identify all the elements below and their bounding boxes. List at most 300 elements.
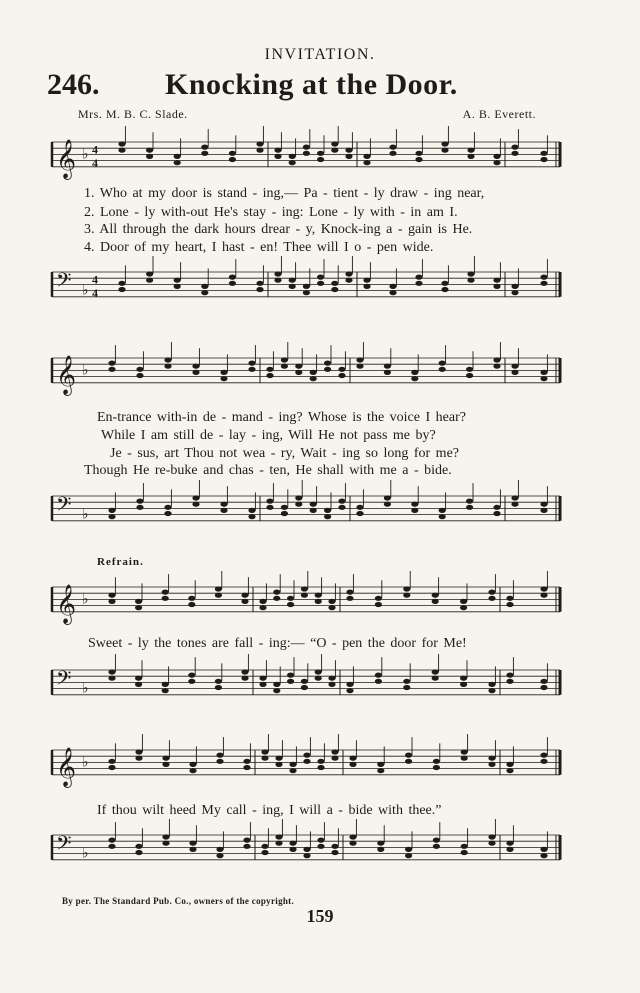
note-head	[136, 373, 143, 378]
note-head	[345, 271, 352, 276]
note-head	[432, 676, 439, 681]
note-head	[331, 756, 338, 761]
note-head	[162, 682, 169, 687]
note-head	[301, 685, 308, 690]
note-head	[405, 759, 412, 764]
lyric-line: Je - sus, art Thou not wea - ry, Wait - ing so long for me?	[110, 446, 459, 461]
note-head	[162, 762, 169, 767]
note-head	[301, 593, 308, 598]
note-head	[289, 284, 296, 289]
note-head	[346, 596, 353, 601]
note-head	[488, 682, 495, 687]
note-head	[439, 508, 446, 513]
note-head	[273, 682, 280, 687]
note-head	[466, 373, 473, 378]
note-head	[162, 596, 169, 601]
note-head	[540, 275, 547, 280]
note-head	[345, 148, 352, 153]
note-head	[324, 361, 331, 366]
note-head	[506, 768, 513, 773]
note-head	[540, 753, 547, 758]
note-head	[488, 756, 495, 761]
note-head	[215, 685, 222, 690]
note-head	[540, 593, 547, 598]
note-head	[303, 753, 310, 758]
note-head	[540, 759, 547, 764]
note-head	[363, 284, 370, 289]
note-head	[441, 281, 448, 286]
note-head	[108, 676, 115, 681]
note-head	[540, 376, 547, 381]
lyric-line: 3. All through the dark hours drear - y, Knock-ing a - gain is He.	[84, 222, 473, 237]
note-head	[315, 676, 322, 681]
note-head	[189, 762, 196, 767]
note-head	[201, 284, 208, 289]
bass-clef-icon: 𝄢	[56, 494, 72, 521]
note-head	[281, 357, 288, 362]
note-head	[511, 502, 518, 507]
note-head	[108, 838, 115, 843]
note-head	[259, 676, 266, 681]
note-head	[108, 765, 115, 770]
note-head	[540, 847, 547, 852]
note-head	[415, 275, 422, 280]
note-head	[441, 287, 448, 292]
note-head	[317, 281, 324, 286]
note-head	[540, 151, 547, 156]
note-head	[256, 287, 263, 292]
note-head	[266, 373, 273, 378]
note-head	[338, 505, 345, 510]
note-head	[403, 586, 410, 591]
treble-clef-icon: 𝄞	[56, 585, 77, 623]
note-head	[493, 284, 500, 289]
note-head	[248, 508, 255, 513]
flat-sign-icon: ♭	[82, 846, 89, 862]
note-head	[331, 844, 338, 849]
note-head	[506, 762, 513, 767]
note-head	[146, 154, 153, 159]
note-head	[540, 281, 547, 286]
note-head	[415, 281, 422, 286]
bass-clef-icon: 𝄢	[56, 270, 72, 297]
note-head	[511, 151, 518, 156]
note-head	[460, 599, 467, 604]
flat-sign-icon: ♭	[82, 755, 89, 771]
note-head	[506, 679, 513, 684]
note-head	[405, 753, 412, 758]
note-head	[188, 596, 195, 601]
note-head	[506, 847, 513, 852]
note-head	[295, 364, 302, 369]
note-head	[389, 284, 396, 289]
time-signature: 4	[92, 272, 98, 287]
note-head	[488, 762, 495, 767]
note-head	[301, 679, 308, 684]
note-head	[174, 284, 181, 289]
note-head	[295, 495, 302, 500]
note-head	[488, 688, 495, 693]
composer-credit: A. B. Everett.	[462, 107, 536, 121]
flat-sign-icon: ♭	[82, 507, 89, 523]
note-head	[146, 271, 153, 276]
note-head	[310, 376, 317, 381]
note-head	[273, 688, 280, 693]
note-head	[216, 847, 223, 852]
note-head	[493, 160, 500, 165]
note-head	[229, 157, 236, 162]
note-head	[466, 505, 473, 510]
note-head	[315, 669, 322, 674]
note-head	[331, 749, 338, 754]
note-head	[243, 838, 250, 843]
note-head	[108, 599, 115, 604]
time-signature: 4	[92, 142, 98, 157]
note-head	[460, 605, 467, 610]
note-head	[439, 361, 446, 366]
note-head	[461, 749, 468, 754]
note-head	[384, 370, 391, 375]
note-head	[363, 154, 370, 159]
note-head	[331, 281, 338, 286]
note-head	[405, 853, 412, 858]
note-head	[317, 759, 324, 764]
lyric-line: 4. Door of my heart, I hast - en! Thee will I o - pen wide.	[84, 240, 434, 255]
note-head	[274, 271, 281, 276]
note-head	[220, 370, 227, 375]
note-head	[317, 844, 324, 849]
note-head	[188, 602, 195, 607]
note-head	[377, 847, 384, 852]
note-head	[135, 850, 142, 855]
note-head	[135, 749, 142, 754]
note-head	[375, 602, 382, 607]
treble-clef-icon: 𝄞	[56, 356, 77, 394]
note-head	[289, 841, 296, 846]
note-head	[338, 499, 345, 504]
note-head	[108, 361, 115, 366]
note-head	[261, 749, 268, 754]
treble-clef-icon: 𝄞	[56, 748, 77, 786]
note-head	[461, 850, 468, 855]
note-head	[289, 768, 296, 773]
note-head	[303, 847, 310, 852]
note-head	[432, 593, 439, 598]
note-head	[432, 669, 439, 674]
note-head	[331, 850, 338, 855]
note-head	[488, 834, 495, 839]
note-head	[433, 838, 440, 843]
note-head	[467, 271, 474, 276]
note-head	[377, 762, 384, 767]
note-head	[511, 364, 518, 369]
note-head	[136, 367, 143, 372]
note-head	[363, 160, 370, 165]
note-head	[174, 154, 181, 159]
note-head	[345, 278, 352, 283]
note-head	[164, 357, 171, 362]
note-head	[461, 756, 468, 761]
note-head	[136, 499, 143, 504]
note-head	[411, 376, 418, 381]
note-head	[511, 370, 518, 375]
note-head	[229, 281, 236, 286]
note-head	[493, 505, 500, 510]
note-head	[135, 844, 142, 849]
note-head	[281, 364, 288, 369]
note-head	[303, 853, 310, 858]
note-head	[135, 599, 142, 604]
note-head	[162, 841, 169, 846]
note-head	[488, 590, 495, 595]
note-head	[384, 495, 391, 500]
note-head	[511, 145, 518, 150]
note-head	[162, 834, 169, 839]
note-head	[135, 756, 142, 761]
note-head	[540, 508, 547, 513]
note-head	[215, 679, 222, 684]
note-head	[241, 669, 248, 674]
note-head	[439, 367, 446, 372]
note-head	[146, 278, 153, 283]
lyric-line: 1. Who at my door is stand - ing,— Pa - tient - ly draw - ing near,	[84, 186, 485, 201]
note-head	[303, 151, 310, 156]
note-head	[345, 154, 352, 159]
note-head	[188, 679, 195, 684]
note-head	[540, 586, 547, 591]
refrain-lyric-line: Sweet - ly the tones are fall - ing:— “O - pen the door for Me!	[88, 636, 467, 651]
note-head	[281, 511, 288, 516]
note-head	[493, 278, 500, 283]
note-head	[135, 676, 142, 681]
note-head	[135, 682, 142, 687]
note-head	[506, 673, 513, 678]
flat-sign-icon: ♭	[82, 681, 89, 697]
section-label: INVITATION.	[264, 46, 376, 63]
note-head	[324, 367, 331, 372]
note-head	[540, 157, 547, 162]
note-head	[324, 508, 331, 513]
note-head	[201, 145, 208, 150]
note-head	[118, 141, 125, 146]
note-head	[411, 370, 418, 375]
note-head	[192, 370, 199, 375]
note-head	[215, 586, 222, 591]
note-head	[349, 756, 356, 761]
note-head	[164, 364, 171, 369]
note-head	[540, 685, 547, 690]
lyric-line: While I am still de - lay - ing, Will He not pass me by?	[101, 428, 436, 443]
note-head	[275, 834, 282, 839]
note-head	[467, 154, 474, 159]
note-head	[467, 278, 474, 283]
note-head	[324, 514, 331, 519]
note-head	[287, 673, 294, 678]
refrain-label: Refrain.	[97, 556, 144, 568]
note-head	[338, 367, 345, 372]
note-head	[405, 847, 412, 852]
time-signature: 4	[92, 285, 98, 300]
note-head	[118, 281, 125, 286]
note-head	[310, 502, 317, 507]
note-head	[108, 759, 115, 764]
note-head	[328, 676, 335, 681]
note-head	[164, 511, 171, 516]
note-head	[174, 278, 181, 283]
flat-sign-icon: ♭	[82, 363, 89, 379]
note-head	[289, 154, 296, 159]
treble-clef-icon: 𝄞	[56, 140, 77, 178]
note-head	[273, 596, 280, 601]
note-head	[108, 514, 115, 519]
note-head	[108, 508, 115, 513]
note-head	[493, 364, 500, 369]
note-head	[241, 676, 248, 681]
note-head	[349, 841, 356, 846]
note-head	[317, 838, 324, 843]
note-head	[441, 148, 448, 153]
note-head	[274, 148, 281, 153]
note-head	[229, 275, 236, 280]
note-head	[315, 599, 322, 604]
note-head	[220, 502, 227, 507]
note-head	[363, 278, 370, 283]
note-head	[317, 765, 324, 770]
note-head	[220, 376, 227, 381]
hymn-title: Knocking at the Door.	[165, 68, 458, 101]
note-head	[488, 841, 495, 846]
note-head	[256, 281, 263, 286]
note-head	[261, 756, 268, 761]
note-head	[389, 145, 396, 150]
note-head	[215, 593, 222, 598]
note-head	[108, 367, 115, 372]
hymn-number: 246.	[47, 68, 100, 101]
note-head	[259, 599, 266, 604]
note-head	[136, 505, 143, 510]
note-head	[493, 154, 500, 159]
note-head	[493, 357, 500, 362]
note-head	[460, 682, 467, 687]
refrain-lyric-line: If thou wilt heed My call - ing, I will a - bide with thee.”	[97, 803, 442, 818]
note-head	[261, 850, 268, 855]
note-head	[346, 590, 353, 595]
bass-clef-icon: 𝄢	[56, 833, 72, 860]
note-head	[511, 290, 518, 295]
page-number: 159	[306, 906, 334, 926]
note-head	[289, 278, 296, 283]
note-head	[403, 685, 410, 690]
note-head	[273, 590, 280, 595]
note-head	[216, 753, 223, 758]
copyright-note: By per. The Standard Pub. Co., owners of the copyright.	[62, 896, 295, 906]
note-head	[411, 502, 418, 507]
note-head	[493, 511, 500, 516]
note-head	[289, 762, 296, 767]
note-head	[303, 290, 310, 295]
note-head	[174, 160, 181, 165]
note-head	[274, 154, 281, 159]
note-head	[261, 844, 268, 849]
note-head	[310, 508, 317, 513]
note-head	[328, 682, 335, 687]
note-head	[118, 287, 125, 292]
note-head	[511, 284, 518, 289]
note-head	[220, 508, 227, 513]
note-head	[415, 151, 422, 156]
note-head	[281, 505, 288, 510]
note-head	[540, 502, 547, 507]
note-head	[315, 593, 322, 598]
flat-sign-icon: ♭	[82, 283, 89, 299]
note-head	[216, 759, 223, 764]
note-head	[415, 157, 422, 162]
note-head	[287, 602, 294, 607]
note-head	[108, 669, 115, 674]
note-head	[192, 495, 199, 500]
note-head	[266, 505, 273, 510]
note-head	[511, 495, 518, 500]
note-head	[248, 361, 255, 366]
note-head	[540, 370, 547, 375]
note-head	[275, 762, 282, 767]
note-head	[259, 682, 266, 687]
note-head	[331, 287, 338, 292]
note-head	[162, 590, 169, 595]
note-head	[356, 511, 363, 516]
note-head	[356, 364, 363, 369]
note-head	[439, 514, 446, 519]
note-head	[248, 514, 255, 519]
note-head	[266, 499, 273, 504]
note-head	[243, 759, 250, 764]
time-signature: 4	[92, 155, 98, 170]
note-head	[289, 847, 296, 852]
note-head	[346, 688, 353, 693]
note-head	[201, 151, 208, 156]
note-head	[403, 593, 410, 598]
note-head	[411, 508, 418, 513]
note-head	[295, 502, 302, 507]
bass-clef-icon: 𝄢	[56, 668, 72, 695]
note-head	[287, 596, 294, 601]
note-head	[331, 148, 338, 153]
note-head	[338, 373, 345, 378]
note-head	[135, 605, 142, 610]
note-head	[349, 762, 356, 767]
note-head	[189, 841, 196, 846]
note-head	[192, 364, 199, 369]
note-head	[164, 505, 171, 510]
note-head	[389, 290, 396, 295]
note-head	[488, 596, 495, 601]
note-head	[256, 148, 263, 153]
note-head	[540, 679, 547, 684]
note-head	[301, 586, 308, 591]
note-head	[506, 596, 513, 601]
lyric-line: Though He re-buke and chas - ten, He shall with me a - bide.	[84, 463, 452, 478]
note-head	[259, 605, 266, 610]
note-head	[189, 847, 196, 852]
note-head	[295, 370, 302, 375]
note-head	[433, 765, 440, 770]
note-head	[303, 284, 310, 289]
note-head	[328, 599, 335, 604]
note-head	[201, 290, 208, 295]
note-head	[241, 599, 248, 604]
note-head	[275, 841, 282, 846]
note-head	[433, 844, 440, 849]
